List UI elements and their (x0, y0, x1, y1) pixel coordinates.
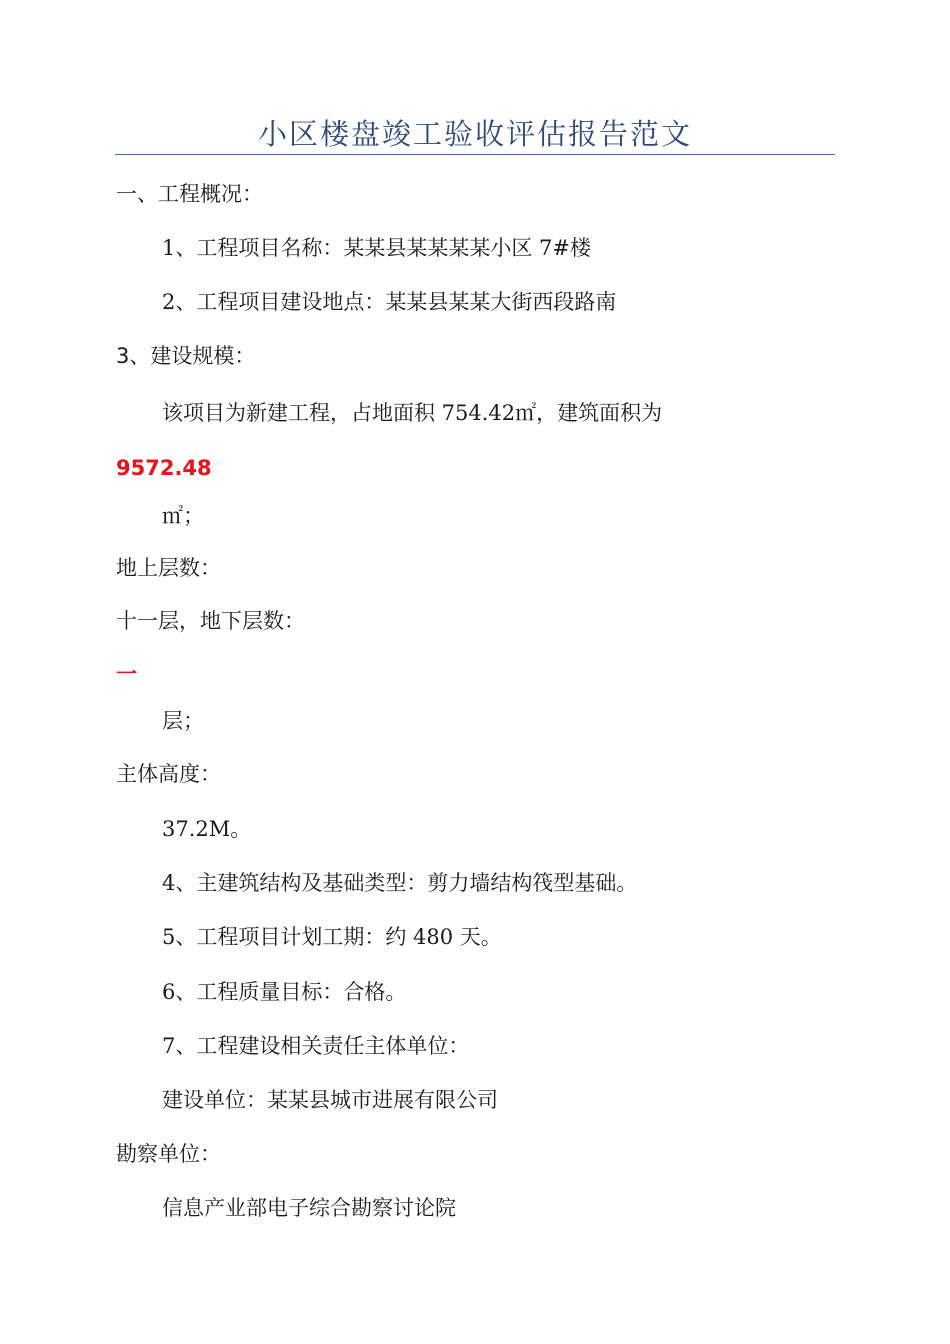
section-heading-overview: 一、工程概况： (116, 182, 263, 206)
document-title: 小区楼盘竣工验收评估报告范文 (257, 117, 692, 151)
area-description-line: 该项目为新建工程，占地面积 754.42㎡，建筑面积为 (162, 401, 663, 425)
survey-unit-label: 勘察单位： (116, 1142, 221, 1166)
main-height-value: 37.2M。 (162, 817, 252, 841)
building-area-value: 9572.48 (116, 456, 212, 480)
quality-target-line: 6、工程质量目标：合格。 (162, 980, 407, 1004)
floor-unit-line: 层； (162, 709, 204, 733)
title-underline (115, 154, 835, 155)
structure-type-line: 4、主建筑结构及基础类型：剪力墙结构筏型基础。 (162, 871, 638, 895)
above-ground-floors-label: 地上层数： (116, 556, 221, 580)
floors-line: 十一层，地下层数： (116, 609, 305, 633)
project-name-line: 1、工程项目名称：某某县某某某某小区 7#楼 (162, 236, 591, 260)
project-location-line: 2、工程项目建设地点：某某县某某大街西段路南 (162, 290, 617, 314)
underground-floors-value: 一 (116, 662, 137, 686)
survey-unit-name: 信息产业部电子综合勘察讨论院 (162, 1196, 456, 1220)
area-unit-line: ㎡； (162, 504, 204, 528)
main-height-label: 主体高度： (116, 762, 221, 786)
responsible-parties-heading: 7、工程建设相关责任主体单位： (162, 1034, 470, 1058)
construction-unit-line: 建设单位：某某县城市进展有限公司 (162, 1088, 498, 1112)
construction-scale-heading: 3、建设规模： (116, 344, 256, 368)
construction-period-line: 5、工程项目计划工期：约 480 天。 (162, 925, 502, 949)
